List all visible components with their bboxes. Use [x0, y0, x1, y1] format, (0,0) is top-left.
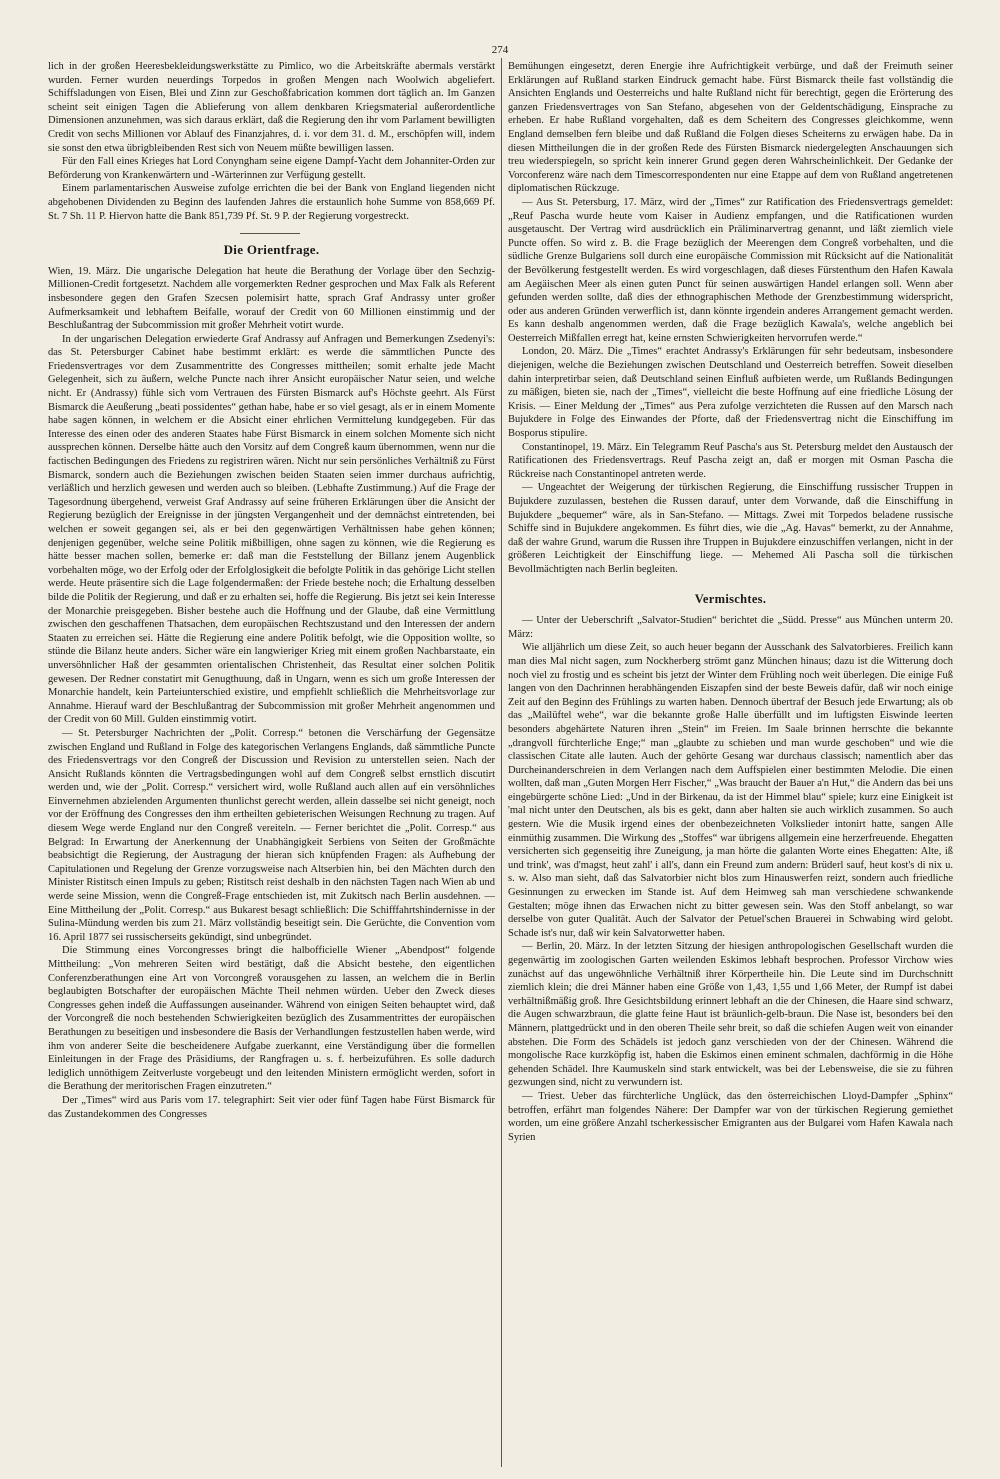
article-paragraph: — Ungeachtet der Weigerung der türkischen Regierung, die Einschiffung russischer Truppen in Bujukdere zuzulassen, bestehen die Russen darauf, unter dem Vorwande, daß die Einschiffung in Bujukdere „bequemer“ wäre, als in San-Stefano. — Mittags. Zwei mit Torpedos beladene russische Schiffe sind in Bujukdere angekommen. Es führt dies, wie die „Ag. Havas“ bemerkt, zu der Annahme, daß der wahre Grund, warum die Russen ihre Truppen in Bujukdere einzuschiffen verlangen, nicht in der größeren Leichtigkeit der Einschiffung liege. — Mehemed Ali Pascha soll die türkischen Bevollmächtigten nach Berlin begleiten.	[508, 482, 953, 575]
article-paragraph: Wie alljährlich um diese Zeit, so auch heuer begann der Ausschank des Salvatorbieres. Freilich kann man dies Mal nicht sagen, zum Nockherberg strömt ganz München hinaus; dazu ist die Witterung doch noch viel zu frostig und es scheint bis jetzt der Winter dem Frühling noch weit überlegen. Die einige Fuß langen von den Dachrinnen herabhängenden Eiszapfen sind der beste Beweis dafür, daß wir noch einige Zeit auf den Beginn des Frühlings zu warten haben. Dennoch übertraf der Besuch jede Erwartung; als ob das „Mailüftel wehe“, war die bekannte große Halle überfüllt und im luftigsten Eiswinde leerten besonders abgehärtete Naturen ihren „Stein“ im Freien. Im Saale brinnen herrschte die bekannte „drangvoll fürchterliche Enge;“ man „glaubte zu schieben und man wurde geschoben“ und wie die classischen Citate alle lauten. Auch der gehörte Gesang war durchaus classisch; namentlich aber das Durcheinanderschreien in dem Verlangen nach dem Auffspielen einer bestimmten Melodie. Die einen wollten, daß man „Guten Morgen Herr Fischer,“ „Was braucht der Bauer a'n Hut,“ die Andern das bei uns eingebürgerte schöne Lied: „Und in der Birkenau, da ist der Himmel blau“ spiele; kurz eine Einigkeit ist 'mal nicht unter den Deutschen, als bis es gekt, dann aber halten sie auch wirklich zusammen. So auch gestern. Wie die Musik irgend eines der obenbezeichneten Volkslieder intonirt hatte, sangen Alle einmüthig zusammen. Die Wirkung des „Stoffes“ war übrigens allgemein eine herzerfreuende. Ehegatten versicherten sich gegenseitig ihre Zuneigung, ja man hörte die galanten Worte eines Ehegatten: Alte, iß und trink', was d'magst, heut zahl' i all's, dann ein Freund zum andern: Brüderl sauf, heut kost's di nix u. s. w. Also man sieht, daß das Salvatorbier nicht blos zum Hinauswerfen reizt, sondern auch friedliche Gesinnungen zu erwecken im Stande ist. Auf dem Heimweg sah man verschiedene schwankende Gestalten; möge ihnen das Erwachen nicht zu bitter gewesen sein. Was den Stoff anbelangt, so war derselbe von guter Qualität. Auch der Salvator der Petuel'schen Brauerei in Schwabing wird gelobt. Schade ist's nur, daß wir kein Salvatorwetter haben.	[508, 642, 953, 939]
article-paragraph: Der „Times“ wird aus Paris vom 17. telegraphirt: Seit vier oder fünf Tagen habe Fürst Bismarck für das Zustandekommen des Congresses	[48, 1094, 495, 1120]
article-paragraph: Constantinopel, 19. März. Ein Telegramm Reuf Pascha's aus St. Petersburg meldet den Austausch der Ratificationen des Friedensvertrags. Reuf Pascha zeigt an, daß er morgen mit Osman Pascha die Rückreise nach Constantinopel antreten werde.	[508, 441, 953, 480]
article-paragraph: — Triest. Ueber das fürchterliche Unglück, das den österreichischen Lloyd-Dampfer „Sphinx“ betroffen, erfährt man folgendes Nähere: Der Dampfer war von der türkischen Regierung gemiethet worden, um eine größere Anzahl tscherkessischer Emigranten aus der Bulgarei vom Hafen Kawala nach Syrien	[508, 1090, 953, 1143]
page-number: 274	[491, 44, 509, 56]
article-paragraph: Einem parlamentarischen Ausweise zufolge errichten die bei der Bank von England liegenden nicht abgehobenen Dividenden zu Beginn des laufenden Jahres die erstaunlich hohe Summe von 858,669 Pf. St. 7 Sh. 11 P. Hiervon hatte die Bank 851,739 Pf. St. 9 P. der Regierung vorgestreckt.	[48, 183, 495, 222]
article-paragraph: Bemühungen eingesetzt, deren Energie ihre Aufrichtigkeit verbürge, und daß der Freimuth seiner Erklärungen auf Rußland starken Eindruck gemacht habe. Fürst Bismarck theile fast vollständig die Ansichten Englands und Oesterreichs und halte Rußland nicht für berechtigt, gegen die Erörterung des ganzen Friedensvertrages von San Stefano, abgesehen von der Geldentschädigung, Einsprache zu erheben. Er habe Rußland vorgehalten, daß es dem Scheitern des Congresses gleichkomme, wenn England demselben fern bleibe und daß Rußland die Folgen dieses Scheiterns zu erwägen habe. Da in diesen Mittheilungen die in der großen Rede des Fürsten Bismarck niedergelegten Anschauungen sich treu wiederspiegeln, so spricht kein innerer Grund gegen deren Wahrscheinlichkeit. Der Gedanke der Vorconferenz wäre nach dem Timescorrespondenten nur eine Etappe auf dem von Rußland angetretenen diplomatischen Rückzuge.	[508, 61, 953, 195]
article-paragraph: — Unter der Ueberschrift „Salvator-Studien“ berichtet die „Südd. Presse“ aus München unterm 20. März:	[508, 615, 953, 640]
article-paragraph: Die Stimmung eines Vorcongresses bringt die halbofficielle Wiener „Abendpost“ folgende Mittheilung: „Von mehreren Seiten wird bestätigt, daß die Absicht bestehe, den eigentlichen Conferenzberathungen eine Art von Vorcongreß vorausgehen zu lassen, an welchem die in Berlin beglaubigten Botschafter der europäischen Mächte Theil nehmen würden. Ueber den Zweck dieses Congresses gehen indeß die Auffassungen auseinander. Während von einigen Seiten behauptet wird, daß der Vorcongreß die noch bestehenden Schwierigkeiten bezüglich des Zusammentrittes der europäischen Berathungen zu beseitigen und insbesondere die Basis der Verhandlungen festzustellen haben werde, wird ihm von anderer Seite die bescheidenere Aufgabe zuerkannt, eine Verständigung über die formellen Einleitungen in der Frage des Präsidiums, der Rangfragen u. s. f. herbeizuführen. Es solle dadurch lediglich unnöthigem Zeitverluste vorgebeugt und den leitenden Ministern ermöglicht werden, sofort in die Berathung der meritorischen Fragen einzutreten.“	[48, 945, 495, 1093]
section-heading-orientfrage: Die Orientfrage.	[48, 233, 495, 257]
left-column	[48, 60, 495, 1465]
article-paragraph: Wien, 19. März. Die ungarische Delegation hat heute die Berathung der Vorlage über den Sechzig-Millionen-Credit fortgesetzt. Nachdem alle vorgemerkten Redner gesprochen und Max Falk als Referent insbesondere gegen den Grafen Szecsen polemisirt hatte, sprach Graf Andrassy unter großer Aufmerksamkeit und lebhaftem Beifalle, worauf der Credit von 60 Millionen einstimmig und der Beschlußantrag der Subcommission mit großer Mehrheit votirt wurde.	[48, 265, 495, 332]
article-paragraph: Für den Fall eines Krieges hat Lord Conyngham seine eigene Dampf-Yacht dem Johanniter-Orden zur Beförderung von Krankenwärtern und -Wärterinnen zur Verfügung gestellt.	[48, 156, 495, 181]
article-paragraph: — St. Petersburger Nachrichten der „Polit. Corresp.“ betonen die Verschärfung der Gegensätze zwischen England und Rußland in Folge des kategorischen Verlangens Englands, daß sämmtliche Puncte des Friedensvertrags vor den Congreß der Discussion und Revision zu unterstellen seien. Nach der Ansicht Rußlands könnten die Vertragsbedingungen wohl auf dem Congreß selbst ernstlich discutirt werden und, wie der „Polit. Corresp.“ versichert wird, wolle Rußland auch allen auf ein versöhnliches Einvernehmen abzielenden Argumenten thunlichst gerecht werden, allein dasselbe sei nicht geneigt, noch vor der Eröffnung des Congresses den ihm ertheilten gebieterischen Weisungen Rechnung zu tragen. Auf diesem Wege werde England nur den Congreß vereiteln. — Ferner berichtet die „Polit. Corresp.“ aus Belgrad: In Erwartung der Anerkennung der Unabhängigkeit Serbiens von Seiten der Großmächte beabsichtigt die Regierung, der Austragung der hieran sich knüpfenden Fragen: als Aufhebung der Capitulationen und Regelung der Grenze vorzugsweise nach Altserbien hin, bei den Mächten durch den Minister Ristitsch einen Impuls zu geben; Ristitsch reist deshalb in den nächsten Tagen nach Wien ab und werde seine Mission, wenn die Congreß-Frage entschieden ist, mit Zukitsch nach Berlin ausdehnen. — Eine Mittheilung der „Polit. Corresp.“ aus Bukarest besagt schließlich: Die Schifffahrtshindernisse in der Sulina-Mündung werden bis zum 21. März vollständig beseitigt sein. Die Gerüchte, die Convention vom 16. April 1877 sei russischerseits gekündigt, sind unbegründet.	[48, 727, 495, 943]
article-paragraph: In der ungarischen Delegation erwiederte Graf Andrassy auf Anfragen und Bemerkungen Zsedenyi's: das St. Petersburger Cabinet habe bestimmt erklärt: es werde die sämmtlichen Puncte des Friedensvertrages vor dem Zusammentritte des Congresses mittheilen; somit erhalte jede Macht Gelegenheit, sich zu äußern, welche Puncte nach ihrer Ansicht europäischer Natur seien, und welche nicht. Er (Andrassy) fühle sich vom Vertrauen des Fürsten Bismarck auf's Höchste geehrt. Als Fürst Bismarck die Aeußerung „beati possidentes“ gethan habe, habe er so viel gesagt, als er in einem Momente habe sagen können, in welchem er die Absicht einer ehrlichen Vermittelung kundgegeben. Für das Interesse des einen oder des anderen Staates habe Fürst Bismarck in einem solchen Momente sich nicht aussprechen können. Derselbe hätte auch den Vorsitz auf dem Congreß kaum übernommen, wenn nur die factischen Bedingungen des Friedens zu registriren wären. Nicht nur sein persönliches Verhältniß zu Fürst Bismarck, sondern auch die Beziehungen zwischen beiden Staaten seien immer durchaus aufrichtig, verläßlich und herzlich gewesen und werden auch so bleiben. (Lebhafte Zustimmung.) Auf die Frage der Tagesordnung übergehend, verweist Graf Andrassy auf seine früheren Erklärungen über die Ansicht der Regierung bezüglich der Ereignisse in der jüngsten Vergangenheit und der demnächst eintretenden, bei welchen er soweit gegangen sei, als er bei den gegenwärtigen Verhältnissen habe gehen können; denjenigen gegenüber, welche seine Politik mißbilligen, ohne sagen zu können, wie die Regierung es hätte besser machen sollen, bemerke er: daß man die Feststellung der Billanz jenem Augenblick vorbehalten möge, wo der Erfolg oder der Erfolglosigkeit die befolgte Politik in das gehörige Licht stellen werde. Heute präsentire sich die Lage folgendermaßen: der Friede bestehe noch; die Erhaltung desselben bilde die Politik der Regierung, und daß er zu erhalten sei, hoffe die Regierung. Bis jetzt sei kein Interesse der Monarchie preisgegeben. Bisher bestehe auch die Hoffnung und der Glaube, daß eine Vermittlung zwischen den geschaffenen Thatsachen, dem europäischen Rechtszustand und den Interessen der andern Staaten zu erreichen sei. Hätte die Regierung eine andere Politik befolgt, wie die Opposition wollte, so stünde die Bilanz heute anders. Sicher wäre ein langwieriger Krieg mit einem großen Nachbarstaate, ein unversöhnlicher Haß der gesammten orientalischen Christenheit, das Resultat einer solchen Politik gewesen. Der Redner constatirt mit Genugthuung, daß in Ungarn, wenn es sich um große Interessen der Monarchie handelt, kein Parteiunterschied existire, und empfiehlt schließlich die Mehrheitsvorlage zur Annahme. Hierauf ward der Beschlußantrag der Subcommission mit großer Mehrheit angenommen und der Credit von 60 Mill. Gulden einstimmig votirt.	[48, 333, 495, 726]
article-paragraph: — Aus St. Petersburg, 17. März, wird der „Times“ zur Ratification des Friedensvertrags gemeldet: „Reuf Pascha wurde heute vom Kaiser in Audienz empfangen, und die Ratificationen wurden ausgetauscht. Der Vertrag wird ausdrücklich ein Präliminarvertrag genannt, und läßt ziemlich viele Puncte offen. So wird z. B. die Frage bezüglich der Meerengen dem Congreß vorbehalten, und die südliche Grenze Bulgariens soll durch eine europäische Commission mit Rücksicht auf die Nationalität der Bevölkerung festgestellt werden. Es wird vorgeschlagen, daß dieses Fürstenthum den Hafen Kawala am Aegäischen Meer als einen guten Punct für seinen auswärtigen Handel erlangen soll. Wenn aber gefunden werden sollte, daß dies der ethnographischen Methode der Grenzbestimmung widerspricht, oder aus anderen Gründen verwerflich ist, dann könnte irgendein anderes Arrangement gemacht werden. Es kann deshalb angenommen werden, daß die Frage bezüglich Kawala's, welche angeblich bei Oesterreich Mißfallen erregt hat, keine ernsten Schwierigkeiten hervorrufen werde.“	[508, 196, 953, 344]
article-paragraph: London, 20. März. Die „Times“ erachtet Andrassy's Erklärungen für sehr bedeutsam, insbesondere diejenigen, welche die Beziehungen zwischen Deutschland und Oesterreich betreffen. Soweit dieselben dahin interpretirbar seien, daß Deutschland seinen Einfluß aufbieten werde, um Rußlands Bedingungen zu mäßigen, bieten sie, nach der „Times“, vielleicht die beste Hoffnung auf eine friedliche Lösung der Krisis. — Einer Meldung der „Times“ aus Pera zufolge verzichteten die Russen auf den Marsch nach Bujukdere in Folge des Einwandes der Pforte, daß der Friedensvertrag nicht die Einschiffung im Bosporus stipulire.	[508, 346, 953, 440]
article-paragraph: — Berlin, 20. März. In der letzten Sitzung der hiesigen anthropologischen Gesellschaft wurden die gegenwärtig im zoologischen Garten weilenden Eskimos lebhaft besprochen. Professor Virchow wies zunächst auf das ungewöhnliche Verhältniß ihrer Körpertheile hin. Die Leute sind im Durchschnitt ziemlich klein; die drei Männer haben eine Größe von 1,43, 1,55 und 1,66 Meter, der Rumpf ist dabei verhältnißmäßig groß. Ihre Gesichtsbildung erinnert lebhaft an die der Chinesen, die Haare sind schwarz, die Augen schwarzbraun, die glatte feine Haut ist bräunlich-gelb-braun. Die Nase ist, besonders bei den Männern, plattgedrückt und in den oberen Theile sehr breit, so daß die schiefen Augen weit von einander abstehen. Die Form des Schädels ist jedoch ganz verschieden von der der Chinesen. Während die mongolische Race kurzköpfig ist, haben die Eskimos einen eminent schmalen, dachförmig in die Höhe gehenden Schädel. Ihre Kaumuskeln sind stark entwickelt, was bei der Lebensweise, die sie zu führen gezwungen sind, nicht zu verwundern ist.	[508, 941, 953, 1089]
right-column	[508, 60, 953, 1465]
section-heading-vermischtes: Vermischtes.	[694, 591, 767, 606]
column-divider	[501, 58, 502, 1467]
article-paragraph: lich in der großen Heeresbekleidungswerkstätte zu Pimlico, wo die Arbeitskräfte abermals verstärkt wurden. Ferner wurden neuerdings Torpedos in großen Mengen nach Woolwich abgeliefert. Schiffsladungen von Eisen, Blei und Zinn zur Geschoßfabrication kommen dort täglich an. Im Ganzen scheint seit einigen Tagen die Ablieferung von allem denkbaren Kriegsmaterial außerordentliche Dimensionen anzunehmen, was sich daraus erklärt, daß die Regierung den ihr vom Parlament bewilligten Credit von sechs Millionen vor Ablauf des Finanzjahres, d. i. vor dem 31. d. M., erschöpfen will, indem sie sonst den etwa übrigbleibenden Rest sich von Neuem müßte bewilligen lassen.	[48, 61, 495, 154]
